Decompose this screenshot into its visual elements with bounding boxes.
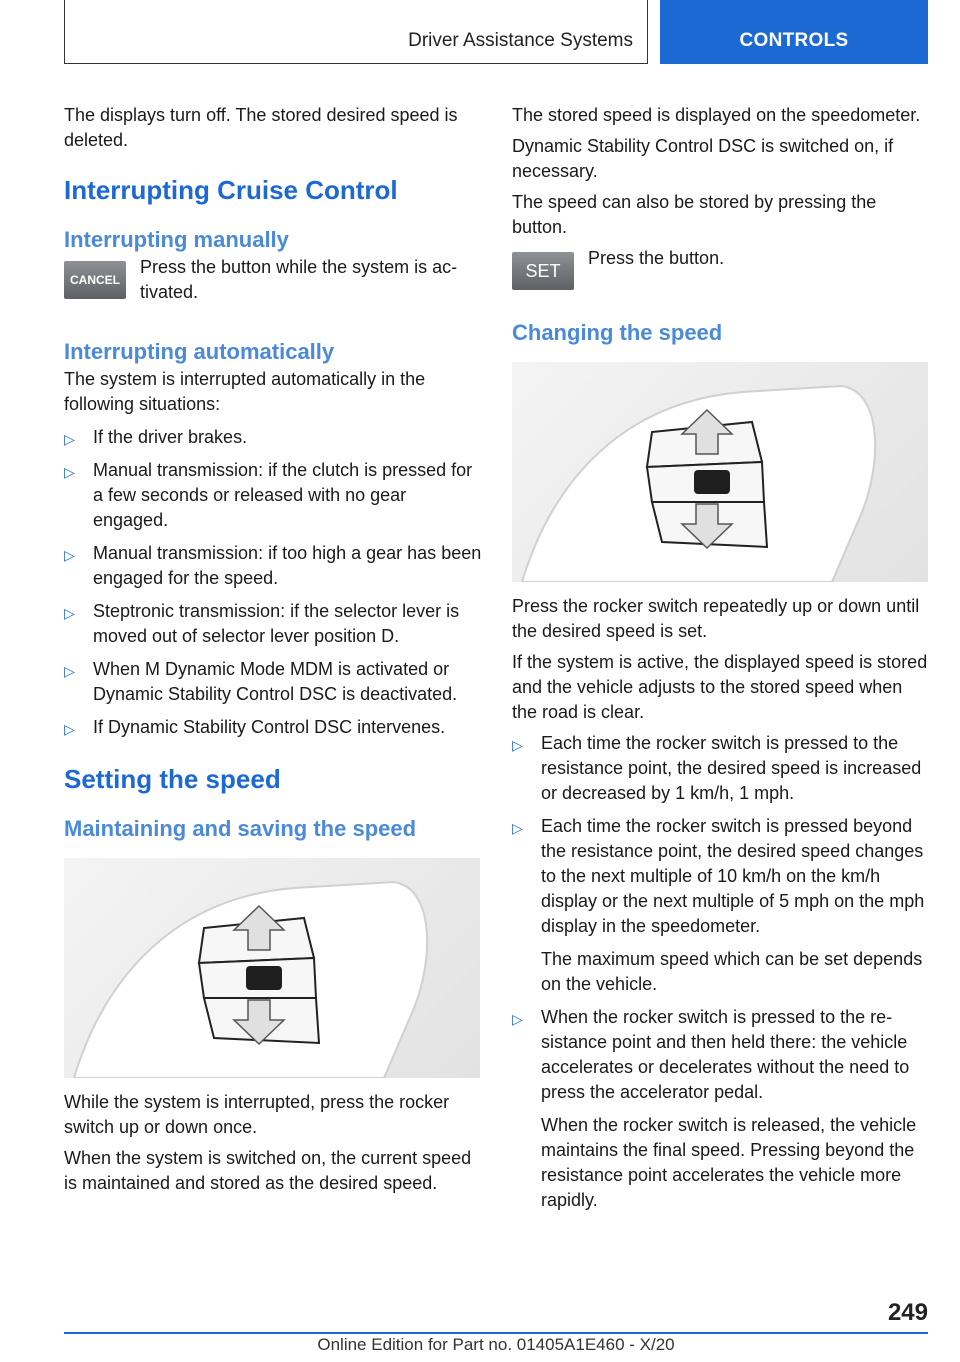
rocker-switch-illustration-icon xyxy=(64,858,480,1078)
steering-wheel-photo xyxy=(64,858,480,1078)
intro-text: The displays turn off. The stored desired speed is deleted. xyxy=(64,105,458,150)
triangle-bullet-icon: ▷ xyxy=(512,1011,523,1027)
heading-automatically: Interrupting automatically xyxy=(64,339,335,364)
list-item: ▷ Manual transmission: if the clutch is pressed for a few seconds or released with no gear engaged. xyxy=(64,460,473,530)
triangle-bullet-icon: ▷ xyxy=(64,547,75,563)
store-button-text: The speed can also be stored by pressing the button. xyxy=(512,192,877,237)
auto-list xyxy=(64,425,482,740)
heading-interrupting: Interrupting Cruise Control xyxy=(64,175,398,205)
section-tab xyxy=(660,0,928,64)
rocker-switch-illustration-icon xyxy=(512,362,928,582)
manual-text: Press the button while the system is activated. xyxy=(140,257,458,302)
list-item-subtext: When the rocker switch is released, the vehicle maintains the final speed. Pressing beyond the resistance point accelerates the vehicle more rapidly. xyxy=(541,1115,917,1210)
page-number: 249 xyxy=(887,1299,928,1326)
heading-manually: Interrupting manually xyxy=(64,227,289,252)
auto-intro: The system is interrupted automatically in the following situations: xyxy=(64,369,426,414)
change-list xyxy=(512,731,930,1213)
list-item: ▷ Manual transmission: if too high a gear has been engaged for the speed. xyxy=(64,543,482,588)
cancel-button-image: CANCEL xyxy=(64,261,126,299)
chapter-title: Driver Assistance Systems xyxy=(408,30,633,51)
change-text-1: Press the rocker switch repeatedly up or down until the desired speed is set. xyxy=(512,596,920,641)
right-column xyxy=(512,103,930,1221)
list-item: ▷ If Dynamic Stability Control DSC intervenes. xyxy=(64,715,482,740)
triangle-bullet-icon: ▷ xyxy=(512,737,523,753)
triangle-bullet-icon: ▷ xyxy=(64,605,75,621)
triangle-bullet-icon: ▷ xyxy=(512,820,523,836)
stored-speed-text: The stored speed is displayed on the speedometer. xyxy=(512,105,921,125)
section-title: CONTROLS xyxy=(739,30,849,51)
list-item: ▷ Each time the rocker switch is pressed to the resistance point, the desired speed is increased or decreased by 1 km/h, 1 mph. xyxy=(512,733,922,803)
list-item: ▷ Steptronic transmission: if the selector lever is moved out of selector lever position D. xyxy=(64,601,460,646)
heading-maintaining: Maintaining and saving the speed xyxy=(64,816,417,841)
cancel-row xyxy=(64,255,482,305)
maintain-text-1: While the system is interrupted, press the rocker switch up or down once. xyxy=(64,1092,450,1137)
left-column xyxy=(64,103,482,1202)
triangle-bullet-icon: ▷ xyxy=(64,464,75,480)
list-item-subtext: The maximum speed which can be set depends on the vehicle. xyxy=(541,949,923,994)
set-text: Press the button. xyxy=(588,248,725,268)
footer-divider xyxy=(64,1332,928,1334)
triangle-bullet-icon: ▷ xyxy=(64,431,75,447)
page-header xyxy=(64,0,928,64)
steering-wheel-photo-2 xyxy=(512,362,928,582)
list-item: ▷ When M Dynamic Mode MDM is activated or Dynamic Stability Control DSC is deactivated. xyxy=(64,659,458,704)
heading-setting: Setting the speed xyxy=(64,764,281,794)
change-text-2: If the system is active, the displayed speed is stored and the vehicle adjusts to the stored speed when the road is clear. xyxy=(512,652,928,722)
set-row xyxy=(512,246,930,290)
set-button-image: SET xyxy=(512,252,574,290)
maintain-text-2: When the system is switched on, the current speed is maintained and stored as the desired speed. xyxy=(64,1148,472,1193)
header-title-box xyxy=(64,0,648,64)
triangle-bullet-icon: ▷ xyxy=(64,663,75,679)
footer-text: Online Edition for Part no. 01405A1E460 - X/20 xyxy=(317,1335,675,1354)
list-item: ▷ When the rocker switch is pressed to the resistance point and then held there: the vehicle accelerates or decelerates without the need to press the accelerator pedal. When the rocker switch is released, the vehicle maintains the final speed. Pressing beyond the resistance point accelerates the vehicle more rapidly. xyxy=(512,1005,930,1213)
list-item: ▷ Each time the rocker switch is pressed beyond the resistance point, the desired speed changes to the next multiple of 10 km/h on the km/h display or the next multiple of 5 mph on the mph display in the speedometer. The maximum speed which can be set depends on the vehicle. xyxy=(512,814,930,997)
triangle-bullet-icon: ▷ xyxy=(64,721,75,737)
heading-changing: Changing the speed xyxy=(512,320,723,345)
dsc-text: Dynamic Stability Control DSC is switched on, if necessary. xyxy=(512,136,894,181)
list-item: ▷ If the driver brakes. xyxy=(64,425,482,450)
